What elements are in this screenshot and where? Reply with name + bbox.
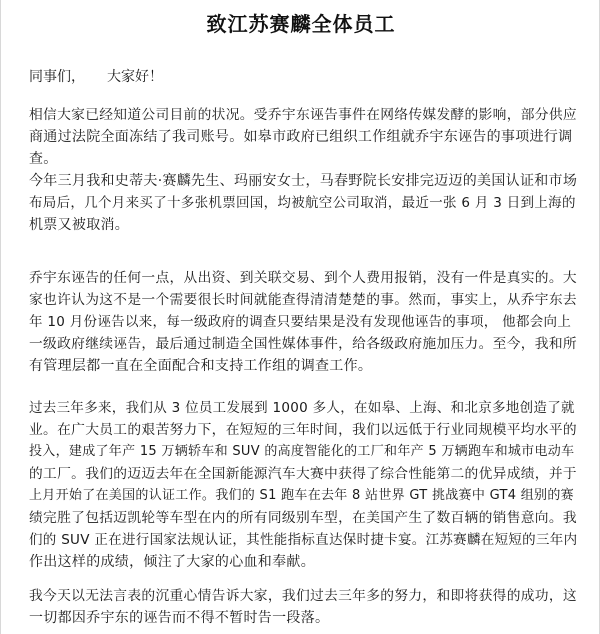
greeting — [29, 66, 579, 88]
paragraph-line: 一切都因乔宇东的诬告而不得不暂时告一段落。 — [29, 610, 330, 626]
paragraph-1 — [29, 104, 579, 170]
paragraph-line: 有管理层都一直在全面配合和支持工作组的调查工作。 — [29, 358, 373, 374]
paragraph-5 — [29, 585, 579, 629]
paragraph-line: 乔宇东诬告的任何一点，从出资、到关联交易、到个人费用报销，没有一件是真实的。大 — [29, 270, 577, 286]
paragraph-line: 家也许认为这不是一个需要很长时间就能查得清清楚楚的事。然而，事实上，从乔宇东去 — [29, 292, 577, 308]
paragraph-3 — [29, 267, 579, 377]
paragraph-line: 过去三年多来，我们从 3 位员工发展到 1000 多人，在如皋、上海、和北京多地创造了就 — [29, 400, 575, 416]
paragraph-line: 今年三月我和史蒂夫·赛麟先生、玛丽安女士，马春野院长安排完迈迈的美国认证和市场 — [29, 173, 578, 189]
paragraph-line: 查。 — [29, 151, 58, 167]
paragraph-line: 相信大家已经知道公司目前的状况。受乔宇东诬告事件在网络传媒发酵的影响，部分供应 — [29, 107, 577, 123]
paragraph-line: 作出这样的成绩，倾注了大家的心血和奉献。 — [29, 554, 315, 570]
greeting-salutation: 同事们， — [29, 69, 85, 85]
letter-title: 致江苏赛麟全体员工 — [206, 12, 396, 36]
paragraph-2 — [29, 170, 579, 236]
paragraph-line: 投入，建成了年产 15 万辆轿车和 SUV 的高度智能化的工厂和年产 5 万辆跑车和城市电动车 — [29, 444, 575, 459]
paragraph-line: 年 10 月份诬告以来，每一级政府的调查只要结果是没有发现他诬告的事项， 他都会向上 — [29, 314, 572, 330]
paragraph-line: 们的 SUV 正在进行国家法规认证，其性能指标直达保时捷卡宴。江苏赛麟在短短的三年内 — [29, 532, 578, 548]
paragraph-line: 绩完胜了包括迈凯轮等车型在内的所有同级别车型，在美国产生了数百辆的销售意向。我 — [29, 510, 577, 526]
paragraph-line: 业。在广大员工的艰苦努力下，在短短的三年时间，我们以远低于行业同规模平均水平的 — [29, 422, 577, 438]
paragraph-line: 机票又被取消。 — [29, 217, 130, 233]
paragraph-4 — [29, 397, 579, 573]
paragraph-line: 布局后，几个月来买了十多张机票回国，均被航空公司取消，最近一张 6 月 3 日到上海的 — [29, 195, 576, 211]
paragraph-line: 商通过法院全面冻结了我司账号。如皋市政府已组织工作组就乔宇东诬告的事项进行调 — [29, 129, 573, 145]
paragraph-line: 上月开始了在美国的认证工作。我们的 S1 跑车在去年 8 站世界 GT 挑战赛中 GT4 组别的赛 — [29, 488, 574, 503]
paragraph-line: 一级政府继续诬告，最后通过制造全国性媒体事件，给各级政府施加压力。至今，我和所 — [29, 336, 577, 352]
paragraph-line: 的工厂。我们的迈迈去年在全国新能源汽车大赛中获得了综合性能第二的优异成绩，并于 — [29, 466, 577, 482]
greeting-hello: 大家好！ — [107, 69, 163, 85]
paragraph-line: 我今天以无法言表的沉重心情告诉大家，我们过去三年多的努力，和即将获得的成功，这 — [29, 588, 577, 604]
